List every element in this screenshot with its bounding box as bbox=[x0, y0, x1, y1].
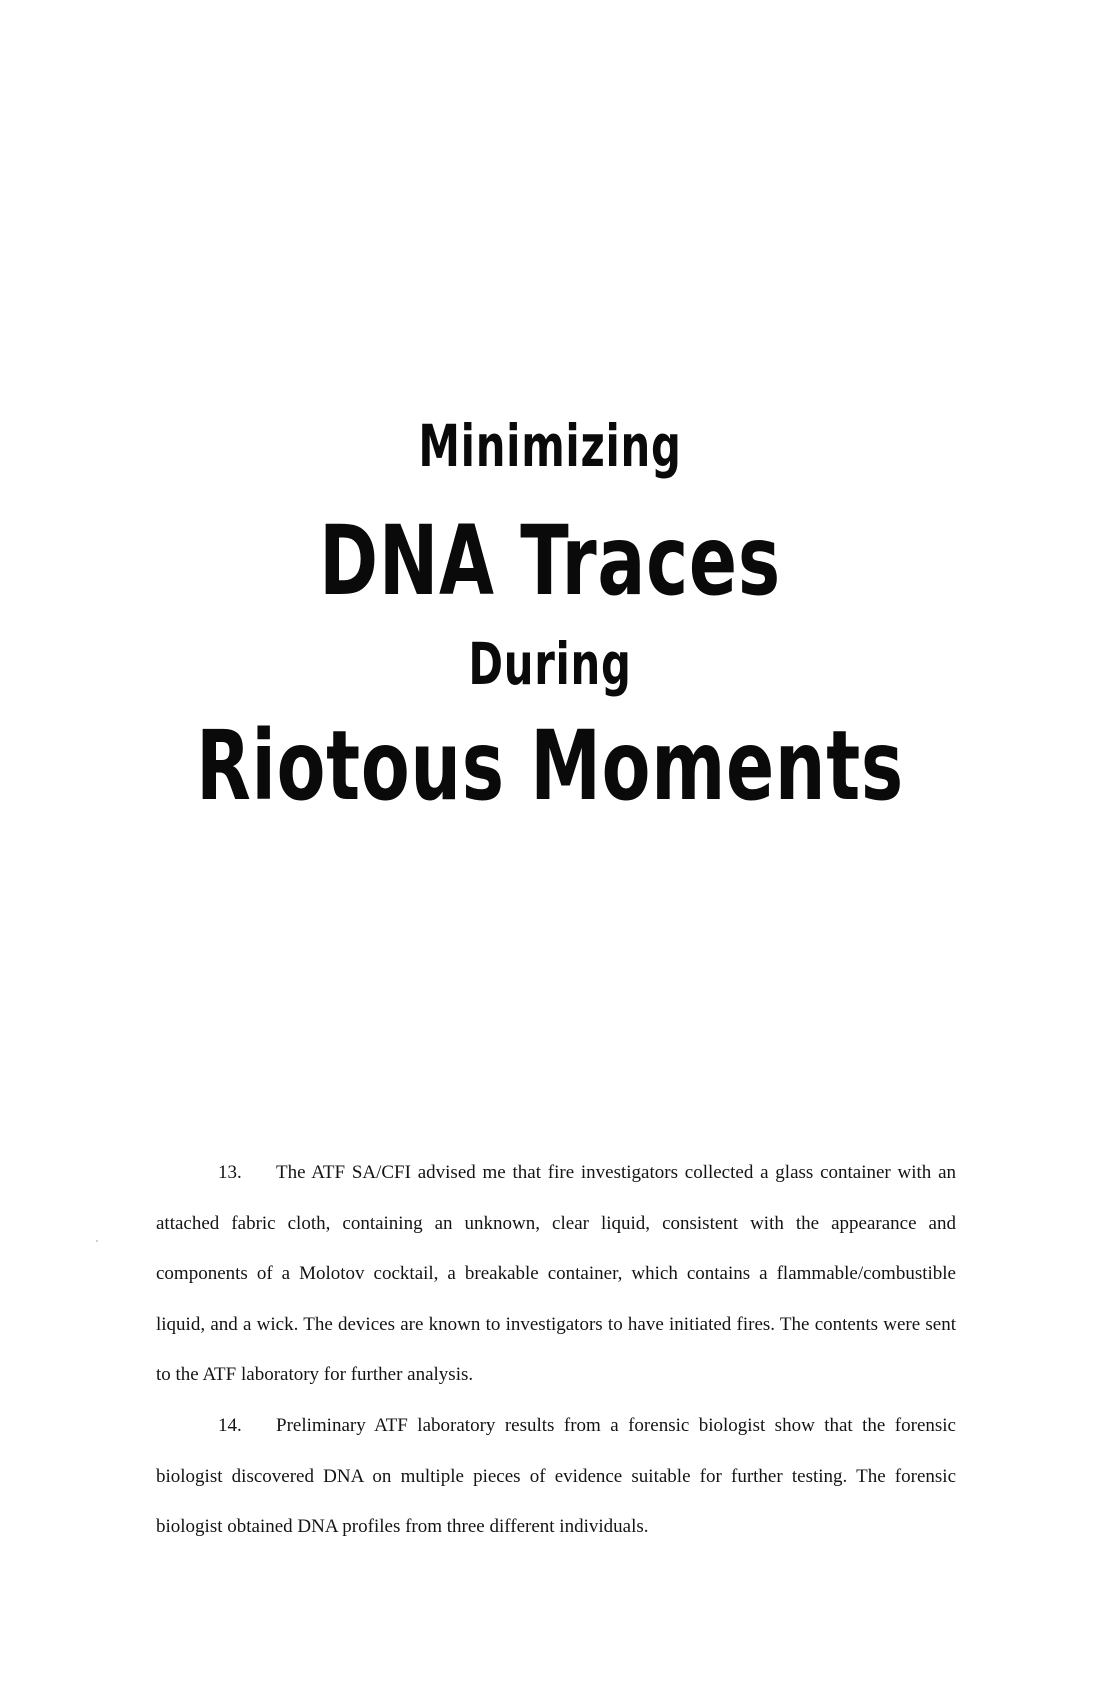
paragraph-number: 14. bbox=[218, 1414, 242, 1436]
title-line-2: DNA Traces bbox=[319, 505, 781, 617]
title-line-4: Riotous Moments bbox=[196, 710, 904, 822]
paragraph-13 bbox=[156, 1148, 956, 1401]
paragraph-text: Preliminary ATF laboratory results from a forensic biologist show that the forensic biologist discovered DNA on multiple pieces of evidence suitable for further testing. The forensic biologist obtained DNA profiles from three different individuals. bbox=[156, 1414, 956, 1538]
paragraph-14 bbox=[156, 1401, 956, 1553]
paragraph-number: 13. bbox=[218, 1162, 242, 1183]
scan-speck bbox=[96, 1240, 98, 1242]
document-body bbox=[156, 1148, 956, 1553]
title-line-1: Minimizing bbox=[418, 412, 682, 480]
paragraph-text: The ATF SA/CFI advised me that fire investigators collected a glass container with an attached fabric cloth, containing an unknown, clear liquid, consistent with the appearance and components of a Molotov cocktail, a breakable container, which contains a flammable/combustible liquid, and a wick. The devices are known to investigators to have initiated fires. The contents were sent to the ATF laboratory for further analysis. bbox=[156, 1162, 956, 1386]
title-line-3: During bbox=[468, 630, 632, 698]
